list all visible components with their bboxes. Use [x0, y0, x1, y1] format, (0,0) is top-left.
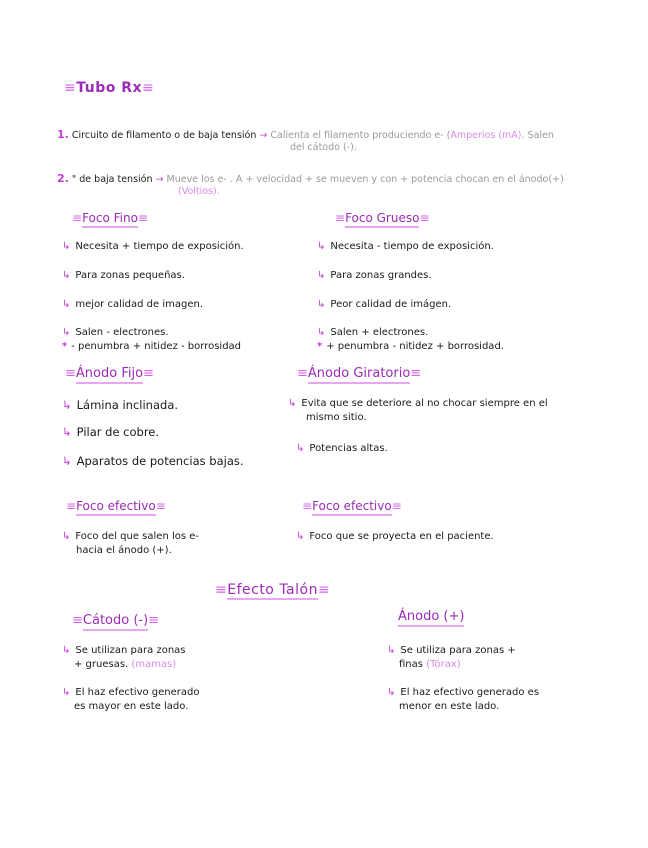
- arrow-icon: ↳: [62, 645, 71, 656]
- arrow-icon: ↳: [288, 398, 297, 409]
- list-item: ↳ Foco del que salen los e-: [62, 531, 200, 542]
- asterisk-icon: *: [317, 341, 323, 352]
- arrow-icon: ↳: [62, 531, 71, 542]
- list-item: ↳ Evita que se deteriore al no chocar siempre en el: [288, 398, 548, 409]
- efecto-talon-header: ≡Efecto Talón≡: [215, 582, 331, 598]
- arrow-icon: ↳: [62, 299, 71, 310]
- arrow-right-icon: →: [259, 130, 268, 141]
- arrow-icon: ↳: [62, 270, 71, 281]
- arrow-icon: ↳: [387, 645, 396, 656]
- list-item: ↳ mejor calidad de imagen.: [62, 299, 203, 310]
- arrow-icon: ↳: [62, 327, 71, 338]
- list-item: ↳ Lámina inclinada.: [62, 398, 179, 412]
- list-item: ↳ Potencias altas.: [296, 443, 388, 454]
- list-item: ↳ Se utilizan para zonas: [62, 645, 186, 656]
- anodo-fijo-header: ≡Ánodo Fijo≡: [65, 366, 154, 381]
- arrow-icon: ↳: [62, 687, 71, 698]
- anodo-header: Ánodo (+): [398, 609, 464, 624]
- anodo-giratorio-header: ≡Ánodo Giratorio≡: [297, 366, 421, 381]
- list-item: ↳ El haz efectivo generado es: [387, 687, 540, 698]
- arrow-icon: ↳: [317, 299, 326, 310]
- arrow-icon: ↳: [62, 454, 72, 468]
- page-title: ≡Tubo Rx≡: [64, 80, 155, 96]
- list-item: ↳ Salen - electrones.: [62, 327, 169, 338]
- foco-efectivo-header: ≡Foco efectivo≡: [66, 499, 166, 513]
- list-item: ↳ Para zonas pequeñas.: [62, 270, 185, 281]
- asterisk-icon: *: [62, 341, 68, 352]
- list-item: ↳ Peor calidad de imágen.: [317, 299, 452, 310]
- arrow-icon: ↳: [296, 443, 305, 454]
- foco-fino-header: ≡Foco Fino≡: [72, 211, 148, 225]
- arrow-icon: ↳: [317, 327, 326, 338]
- list-item: ↳ El haz efectivo generado: [62, 687, 200, 698]
- arrow-icon: ↳: [62, 425, 72, 439]
- arrow-icon: ↳: [387, 687, 396, 698]
- note: * + penumbra - nitidez + borrosidad.: [317, 341, 504, 352]
- arrow-icon: ↳: [62, 241, 71, 252]
- list-item: ↳ Aparatos de potencias bajas.: [62, 454, 244, 468]
- list-item: ↳ Para zonas grandes.: [317, 270, 432, 281]
- arrow-icon: ↳: [317, 270, 326, 281]
- list-item: ↳ Pilar de cobre.: [62, 425, 160, 439]
- arrow-icon: ↳: [296, 531, 305, 542]
- foco-grueso-header: ≡Foco Grueso≡: [335, 211, 430, 225]
- point-1: 1. Circuito de filamento o de baja tensión → Calienta el filamento produciendo e- (Amperios (mA). Salen: [57, 128, 554, 141]
- list-item: ↳ Necesita + tiempo de exposición.: [62, 241, 244, 252]
- arrow-icon: ↳: [317, 241, 326, 252]
- list-item: ↳ Se utiliza para zonas +: [387, 645, 516, 656]
- foco-efectivo-header: ≡Foco efectivo≡: [302, 499, 402, 513]
- note: * - penumbra + nitidez - borrosidad: [62, 341, 242, 352]
- list-item: ↳ Salen + electrones.: [317, 327, 429, 338]
- point-2: 2. " de baja tensión → Mueve los e- . A + velocidad + se mueven y con + potencia chocan en el ánodo(+): [57, 172, 564, 185]
- catodo-header: ≡Cátodo (-)≡: [72, 613, 159, 628]
- arrow-icon: ↳: [62, 398, 72, 412]
- arrow-right-icon: →: [155, 174, 164, 185]
- list-item: ↳ Necesita - tiempo de exposición.: [317, 241, 494, 252]
- list-item: ↳ Foco que se proyecta en el paciente.: [296, 531, 494, 542]
